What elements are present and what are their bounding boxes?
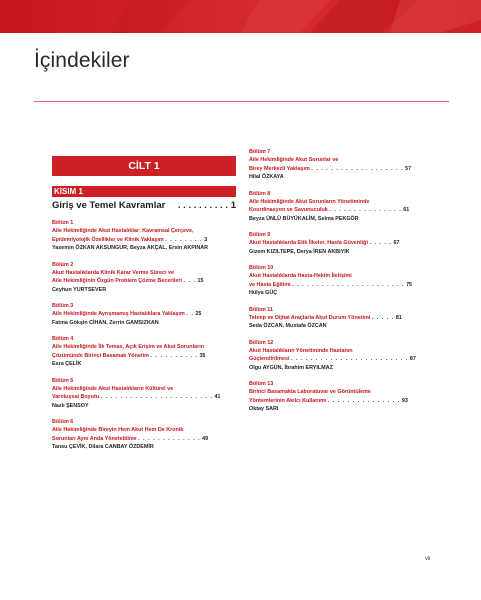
toc-entry[interactable]: [249, 231, 435, 256]
part-leader: [178, 200, 236, 211]
toc-entry[interactable]: [52, 219, 236, 253]
chapter-title-text: Birinci Basamakta Laboratuvar ve Görüntüleme: [249, 389, 371, 395]
toc-entry[interactable]: [249, 190, 435, 224]
chapter-title-line: [52, 236, 236, 245]
chapter-number: Bölüm 11: [249, 306, 273, 313]
part-label: KISIM 1: [52, 186, 236, 197]
chapter-number: Bölüm 1: [52, 220, 74, 226]
chapter-authors: Nazlı ŞENSOY: [52, 402, 89, 409]
chapter-title-line: [249, 239, 435, 248]
chapter-authors: Gizem KIZILTEPE, Derya İREN AKBIYIK: [249, 248, 350, 255]
chapter-title-line: [249, 355, 435, 364]
page-title: İçindekiler: [34, 49, 130, 72]
chapter-number: Bölüm 9: [249, 232, 271, 238]
chapter-number: Bölüm 3: [52, 303, 74, 309]
chapter-page-number: 35: [199, 352, 206, 359]
chapter-page-number: 67: [393, 240, 400, 246]
chapter-title-text: Aile Hekimliğinde Akut Hastalıkların Kültürel ve: [52, 385, 174, 392]
chapter-title-text: Çözümünde Birinci Basamak Yönetim: [52, 352, 149, 359]
top-banner: [0, 0, 481, 33]
chapter-number: Bölüm 5: [52, 377, 74, 384]
toc-entry[interactable]: [52, 302, 236, 327]
chapter-title-text: Aile Hekimliğinin Özgün Problem Çözme Becerileri: [52, 278, 183, 284]
chapter-title-line: [52, 385, 236, 394]
chapter-title-text: Yöntemlerinin Akılcı Kullanımı: [249, 397, 327, 404]
toc-entry[interactable]: [249, 339, 435, 373]
chapter-authors: Oktay SARI: [249, 406, 279, 412]
chapter-page-number: 61: [403, 207, 410, 213]
chapter-title-text: Akut Hastalıklarda Etik İlkeler, Hasta Güvenliği: [249, 240, 368, 246]
chapter-title-text: Aile Hekimliğinde İlk Temas, Açık Erişim ve Akut Sorunların: [52, 344, 204, 350]
chapter-title-line: [52, 277, 236, 286]
leader-dots: . . . . . . . . . .: [150, 352, 198, 359]
chapter-title-text: Aile Hekimliğinde Akut Hastalıklar: Kavramsal Çerçeve,: [52, 228, 194, 234]
leader-dots: . . . . .: [371, 314, 395, 321]
leader-dots: . . . . . . . . . . . . . . . . . . . . . . . .: [290, 356, 409, 362]
chapter-title-line: [249, 388, 435, 397]
leader-dots: . . . . . . . . . . . . . . .: [327, 397, 401, 404]
leader-dots: . . . . .: [369, 240, 392, 246]
title-divider: [34, 101, 449, 102]
chapter-title-line: [52, 310, 236, 319]
chapter-title-text: Aile Hekimliğinde Ayrışmamış Hastalıklara Yaklaşım: [52, 311, 185, 317]
chapter-page-number: 3: [204, 236, 208, 243]
chapter-number: Bölüm 2: [52, 261, 74, 268]
leader-dots: . . . . . . . . . . . . .: [138, 435, 201, 442]
toc-entry[interactable]: [52, 261, 236, 295]
chapter-title-line: [249, 206, 435, 215]
toc-entry[interactable]: [52, 418, 236, 452]
chapter-title-text: Koordinasyon ve Savunuculuk: [249, 207, 328, 213]
chapter-page-number: 41: [214, 394, 221, 400]
left-entry-list: [52, 219, 236, 452]
chapter-title-line: [52, 426, 236, 435]
leader-dots: . .: [186, 311, 194, 317]
chapter-page-number: 75: [406, 281, 413, 288]
chapter-title-line: [249, 347, 435, 356]
toc-entry[interactable]: [249, 264, 435, 298]
chapter-title-line: [52, 343, 236, 352]
toc-entry[interactable]: [52, 335, 236, 369]
chapter-authors: Hilal ÖZKAYA: [249, 174, 284, 180]
chapter-title-line: [249, 165, 435, 174]
chapter-title-text: Güçlendirilmesi: [249, 356, 290, 362]
chapter-title-text: Teletıp ve Dijital Araçlarla Akut Durum Yönetimi: [249, 314, 371, 321]
chapter-title-line: [52, 393, 236, 402]
chapter-authors: Yasemin ÖZKAN AKSUNGUR, Beyza AKÇAL, Ersin AKPINAR: [52, 245, 209, 251]
leader-dots: . . . . . . . . . . . . . . . . . . . . . . .: [100, 394, 213, 400]
chapter-page-number: 49: [202, 435, 209, 442]
part-dots: . . . . . . . . . .: [177, 200, 229, 211]
part-title-row[interactable]: [52, 200, 236, 211]
volume-banner: CİLT 1: [52, 156, 236, 176]
leader-dots: . . .: [183, 278, 197, 284]
chapter-page-number: 15: [197, 278, 204, 284]
chapter-title-line: [249, 198, 435, 207]
toc-left-column: [52, 148, 236, 452]
chapter-title-text: Akut Hastalıkların Yönetiminde Hastanın: [249, 347, 353, 354]
chapter-page-number: 25: [195, 311, 202, 317]
chapter-number: Bölüm 6: [52, 419, 74, 425]
toc-entry[interactable]: [52, 377, 236, 411]
chapter-number: Bölüm 12: [249, 339, 274, 346]
chapter-page-number: 93: [401, 397, 408, 404]
chapter-title-text: Akut Hastalıklarda Klinik Karar Verme Süreci ve: [52, 269, 174, 276]
chapter-title-line: [52, 352, 236, 361]
chapter-authors: Beyza ÜNLÜ BÜYÜKALİM, Selma PEKGÖR: [249, 215, 359, 222]
chapter-title-text: Aile Hekimliğinde Akut Sorunlar ve: [249, 157, 339, 163]
chapter-title-text: Epidemiyolojik Özellikler ve Klinik Yaklaşım: [52, 236, 164, 243]
leader-dots: . . . . . . . . . . . . . . . . . . .: [311, 165, 404, 172]
chapter-page-number: 87: [409, 356, 416, 362]
leader-dots: . . . . . . . . . . . . . . .: [329, 207, 402, 213]
chapter-number: Bölüm 7: [249, 149, 271, 155]
toc-entry[interactable]: [249, 148, 435, 182]
chapter-authors: Olgu AYGÜN, İbrahim ERYILMAZ: [249, 364, 333, 371]
chapter-title-text: Aile Hekimliğinde Bireyin Hem Akut Hem De Kronik: [52, 427, 184, 433]
chapter-authors: Esra ÇELİK: [52, 361, 82, 367]
chapter-title-text: Aile Hekimliğinde Akut Sorunların Yönetiminde: [249, 198, 370, 205]
chapter-title-text: Sorunları Aynı Anda Yönetebilme: [52, 435, 137, 442]
chapter-authors: Ceyhun YURTSEVER: [52, 286, 107, 293]
chapter-title-line: [52, 435, 236, 444]
part-title: Giriş ve Temel Kavramlar: [52, 200, 166, 211]
chapter-title-line: [52, 269, 236, 278]
chapter-title-line: [249, 397, 435, 406]
toc-right-column: [249, 148, 435, 414]
chapter-title-line: [249, 314, 435, 323]
toc-entry[interactable]: [249, 306, 435, 331]
chapter-title-line: [249, 156, 435, 165]
leader-dots: . . . . . . . . . . . . . . . . . . . . . . .: [292, 281, 405, 288]
chapter-authors: Fatma Gökşin CİHAN, Zerrin GAMSIZKAN: [52, 319, 159, 326]
chapter-authors: Seda ÖZCAN, Mustafa ÖZCAN: [249, 323, 327, 329]
banner-pattern: [0, 0, 481, 33]
chapter-title-line: [52, 227, 236, 236]
page-number: vii: [425, 556, 431, 562]
chapter-number: Bölüm 8: [249, 190, 271, 197]
chapter-title-line: [249, 281, 435, 290]
part-page: 1: [230, 200, 236, 211]
chapter-title-text: Birey Merkezli Yaklaşım: [249, 165, 310, 172]
right-entry-list: [249, 148, 435, 414]
chapter-authors: Hülya GÜÇ: [249, 290, 278, 296]
chapter-page-number: 57: [405, 165, 412, 172]
chapter-title-text: ve Hasta Eğitimi: [249, 281, 291, 288]
leader-dots: . . . . . . . .: [165, 236, 203, 243]
chapter-number: Bölüm 4: [52, 336, 74, 342]
chapter-number: Bölüm 10: [249, 265, 274, 271]
toc-entry[interactable]: [249, 380, 435, 414]
chapter-title-text: Akut Hastalıklarda Hasta-Hekim İletişimi: [249, 273, 352, 279]
chapter-page-number: 81: [395, 314, 402, 321]
chapter-title-line: [249, 272, 435, 281]
chapter-title-text: Varoluşsal Boyutu: [52, 394, 100, 400]
chapter-authors: Tansu ÇEVİK, Dilara CANBAY ÖZDEMİR: [52, 444, 154, 450]
chapter-number: Bölüm 13: [249, 381, 274, 387]
